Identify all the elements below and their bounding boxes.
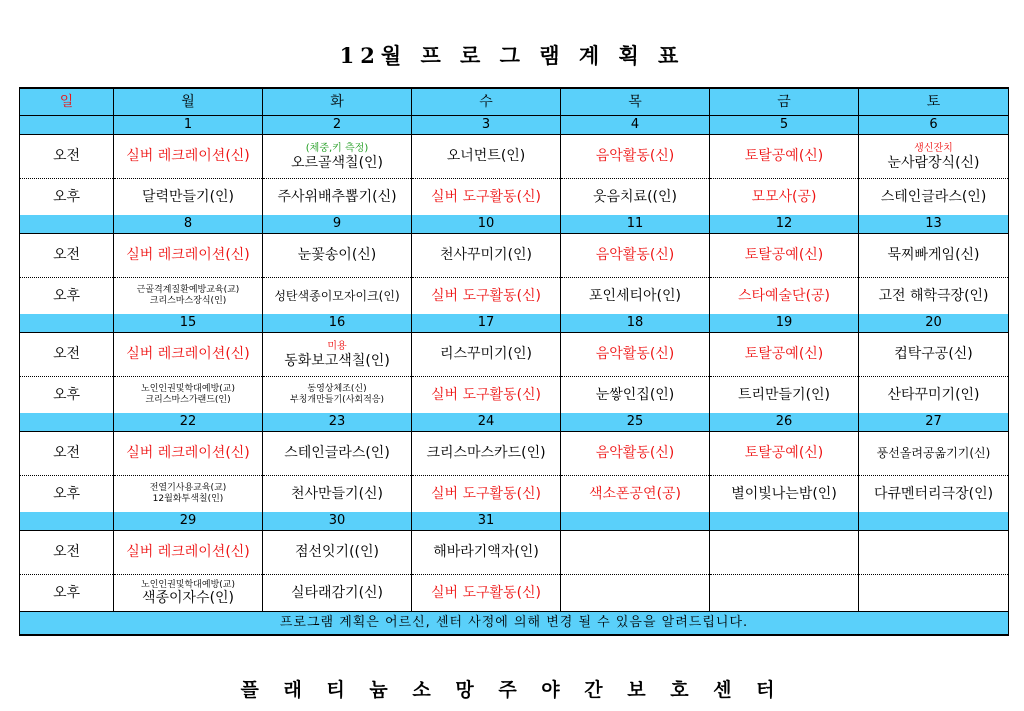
date-number: 31 — [412, 512, 561, 531]
activity-text: 포인세티아(인) — [588, 287, 682, 304]
am-label: 오전 — [20, 135, 114, 179]
activity-cell — [412, 333, 561, 377]
date-number — [561, 512, 710, 531]
activity-text: 스타예술단(공) — [737, 287, 831, 304]
pm-row — [20, 179, 1009, 216]
weekday-header: 월 — [114, 88, 263, 116]
activity-text: 점선잇기((인) — [294, 544, 379, 561]
activity-text: 눈쌓인집(인) — [595, 386, 675, 403]
notice-text: 프로그램 계획은 어르신, 센터 사정에 의해 변경 될 수 있음을 알려드립니다. — [20, 612, 1009, 636]
activity-line: 근골격계질환예방교육(교) — [136, 285, 240, 296]
activity-text: 묵찌빠게임(신) — [887, 247, 980, 264]
activity-text: 다큐멘터리극장(인) — [873, 485, 994, 502]
activity-text: 트리만들기(인) — [737, 386, 831, 403]
activity-text: 실타래감기(신) — [290, 584, 384, 601]
activity-text: 동화보고색칠(인) — [284, 353, 390, 370]
activity-text: 실버 도구활동(신) — [430, 485, 542, 502]
date-row — [20, 215, 1009, 234]
date-number: 11 — [561, 215, 710, 234]
activity-cell — [263, 278, 412, 315]
date-number: 25 — [561, 413, 710, 432]
activity-text: 크리스마스카드(인) — [426, 445, 546, 462]
activity-cell — [710, 476, 859, 513]
program-calendar — [19, 87, 1009, 636]
date-row — [20, 314, 1009, 333]
activity-cell — [263, 432, 412, 476]
date-number: 18 — [561, 314, 710, 333]
activity-text: 컵탁구공(신) — [894, 346, 973, 363]
am-row — [20, 333, 1009, 377]
activity-cell — [263, 234, 412, 278]
am-row — [20, 531, 1009, 575]
activity-text: 웃음치료((인) — [592, 188, 677, 205]
activity-text: 스테인글라스(인) — [284, 445, 390, 462]
activity-cell — [263, 476, 412, 513]
date-number: 4 — [561, 116, 710, 135]
activity-text: 음악활동(신) — [595, 247, 675, 264]
activity-cell — [263, 135, 412, 179]
activity-cell — [561, 135, 710, 179]
activity-cell — [859, 333, 1009, 377]
activity-line: 동영상체조(신) — [307, 384, 367, 395]
activity-cell — [710, 179, 859, 216]
pm-label: 오후 — [20, 179, 114, 216]
date-row — [20, 512, 1009, 531]
activity-text: 천사만들기(신) — [290, 485, 384, 502]
activity-text: 토탈공예(신) — [744, 445, 824, 462]
activity-text: 산타꾸미기(인) — [887, 386, 980, 403]
activity-cell — [710, 278, 859, 315]
activity-cell — [114, 135, 263, 179]
pm-label: 오후 — [20, 476, 114, 513]
activity-cell — [859, 135, 1009, 179]
pm-row — [20, 278, 1009, 315]
activity-cell — [412, 278, 561, 315]
activity-line: 전열기사용교육(교) — [149, 483, 227, 494]
activity-cell — [114, 278, 263, 315]
weekday-header: 토 — [859, 88, 1009, 116]
activity-cell — [114, 234, 263, 278]
weekday-header-row — [20, 88, 1009, 116]
date-number: 3 — [412, 116, 561, 135]
activity-cell — [710, 575, 859, 612]
activity-text: 주사위배추뽑기(신) — [277, 188, 397, 205]
activity-text: 색소폰공연(공) — [588, 485, 682, 502]
pm-row — [20, 377, 1009, 414]
activity-cell — [412, 377, 561, 414]
am-row — [20, 432, 1009, 476]
activity-line: 크리스마스장식(인) — [149, 296, 227, 306]
activity-cell — [710, 531, 859, 575]
activity-cell — [710, 432, 859, 476]
page-title: 12월 프 로 그 램 계 획 표 — [339, 43, 685, 68]
activity-cell — [114, 432, 263, 476]
notice-row — [20, 612, 1009, 636]
weekday-header: 수 — [412, 88, 561, 116]
activity-cell — [561, 179, 710, 216]
activity-cell — [561, 234, 710, 278]
activity-text: 별이빛나는밤(인) — [731, 485, 837, 502]
activity-cell — [263, 531, 412, 575]
activity-cell — [412, 531, 561, 575]
activity-cell — [114, 531, 263, 575]
activity-cell — [561, 333, 710, 377]
activity-text: 리스꾸미기(인) — [439, 346, 533, 363]
activity-text: 토탈공예(신) — [744, 346, 824, 363]
activity-cell — [412, 135, 561, 179]
activity-text: 오너먼트(인) — [446, 148, 526, 165]
activity-cell — [859, 278, 1009, 315]
date-number: 12 — [710, 215, 859, 234]
date-number — [710, 512, 859, 531]
activity-cell — [561, 531, 710, 575]
activity-note: (체중,키 측정) — [305, 142, 369, 154]
am-label: 오전 — [20, 531, 114, 575]
activity-cell — [710, 377, 859, 414]
am-label: 오전 — [20, 432, 114, 476]
activity-cell — [859, 531, 1009, 575]
date-number: 24 — [412, 413, 561, 432]
activity-text: 음악활동(신) — [595, 148, 675, 165]
activity-cell — [710, 234, 859, 278]
activity-cell — [859, 476, 1009, 513]
date-number: 30 — [263, 512, 412, 531]
activity-cell — [114, 333, 263, 377]
date-number: 17 — [412, 314, 561, 333]
activity-cell — [859, 179, 1009, 216]
activity-cell — [263, 377, 412, 414]
date-row-spacer — [20, 413, 114, 432]
activity-text: 달력만들기(인) — [141, 188, 235, 205]
date-number: 10 — [412, 215, 561, 234]
am-row — [20, 234, 1009, 278]
weekday-header: 목 — [561, 88, 710, 116]
activity-text: 고전 해학극장(인) — [878, 287, 989, 304]
activity-cell — [263, 179, 412, 216]
activity-text: 음악활동(신) — [595, 445, 675, 462]
activity-text: 오르골색칠(인) — [290, 155, 384, 172]
date-row — [20, 413, 1009, 432]
weekday-header: 금 — [710, 88, 859, 116]
activity-cell — [859, 575, 1009, 612]
date-number: 2 — [263, 116, 412, 135]
activity-note: 노인인권및학대예방(교) — [141, 579, 235, 590]
activity-text: 실버 도구활동(신) — [430, 584, 542, 601]
activity-text: 색종이자수(인) — [141, 590, 235, 607]
date-number: 8 — [114, 215, 263, 234]
activity-text: 실버 도구활동(신) — [430, 188, 542, 205]
date-number: 16 — [263, 314, 412, 333]
activity-cell — [114, 377, 263, 414]
pm-label: 오후 — [20, 278, 114, 315]
activity-text: 실버 레크레이션(신) — [126, 544, 250, 561]
activity-cell — [412, 476, 561, 513]
date-number: 20 — [859, 314, 1009, 333]
activity-text: 토탈공예(신) — [744, 148, 824, 165]
date-number — [859, 512, 1009, 531]
activity-text: 성탄색종이모자이크(인) — [274, 288, 400, 303]
activity-cell — [859, 377, 1009, 414]
weekday-sunday: 일 — [20, 88, 114, 116]
date-row — [20, 116, 1009, 135]
weekday-header: 화 — [263, 88, 412, 116]
activity-line: 12월화투색칠(인) — [152, 494, 224, 504]
date-number: 6 — [859, 116, 1009, 135]
activity-line: 노인인권및학대예방(교) — [141, 384, 235, 395]
activity-text: 음악활동(신) — [595, 346, 675, 363]
activity-cell — [561, 575, 710, 612]
activity-text: 실버 레크레이션(신) — [126, 445, 250, 462]
am-row — [20, 135, 1009, 179]
date-number: 29 — [114, 512, 263, 531]
date-number: 19 — [710, 314, 859, 333]
activity-text: 천사꾸미기(인) — [439, 247, 533, 264]
date-number: 23 — [263, 413, 412, 432]
activity-text: 해바라기액자(인) — [433, 544, 539, 561]
activity-cell — [710, 333, 859, 377]
date-row-spacer — [20, 314, 114, 333]
activity-cell — [412, 179, 561, 216]
date-number: 1 — [114, 116, 263, 135]
activity-cell — [412, 575, 561, 612]
center-name-footer: 플 래 티 늄 소 망 주 야 간 보 호 센 터 — [240, 679, 784, 701]
activity-text: 실버 도구활동(신) — [430, 287, 542, 304]
date-row-spacer — [20, 215, 114, 234]
date-row-spacer — [20, 512, 114, 531]
activity-text: 실버 도구활동(신) — [430, 386, 542, 403]
date-number: 5 — [710, 116, 859, 135]
date-row-spacer — [20, 116, 114, 135]
am-label: 오전 — [20, 333, 114, 377]
activity-cell — [561, 476, 710, 513]
date-number: 22 — [114, 413, 263, 432]
pm-row — [20, 575, 1009, 612]
activity-text: 토탈공예(신) — [744, 247, 824, 264]
activity-cell — [412, 432, 561, 476]
date-number: 9 — [263, 215, 412, 234]
date-number: 15 — [114, 314, 263, 333]
activity-note: 미용 — [327, 340, 347, 352]
activity-text: 풍선올려공옮기기(신) — [876, 446, 991, 461]
date-number: 27 — [859, 413, 1009, 432]
pm-label: 오후 — [20, 575, 114, 612]
date-number: 13 — [859, 215, 1009, 234]
activity-cell — [263, 333, 412, 377]
activity-text: 모모사(공) — [751, 188, 817, 205]
activity-line: 부칭개만들기(사회적응) — [290, 395, 384, 405]
activity-cell — [114, 575, 263, 612]
activity-cell — [561, 278, 710, 315]
activity-line: 크리스마스가랜드(인) — [145, 395, 231, 405]
activity-text: 눈사람장식(신) — [887, 155, 980, 172]
activity-note: 생신잔치 — [914, 142, 953, 154]
activity-cell — [859, 432, 1009, 476]
activity-cell — [114, 476, 263, 513]
activity-cell — [561, 432, 710, 476]
am-label: 오전 — [20, 234, 114, 278]
activity-cell — [412, 234, 561, 278]
activity-cell — [561, 377, 710, 414]
activity-text: 실버 레크레이션(신) — [126, 346, 250, 363]
activity-cell — [263, 575, 412, 612]
activity-text: 눈꽃송이(신) — [297, 247, 377, 264]
activity-text: 실버 레크레이션(신) — [126, 247, 250, 264]
pm-label: 오후 — [20, 377, 114, 414]
activity-text: 실버 레크레이션(신) — [126, 148, 250, 165]
activity-text: 스테인글라스(인) — [880, 188, 987, 205]
pm-row — [20, 476, 1009, 513]
activity-cell — [710, 135, 859, 179]
activity-cell — [114, 179, 263, 216]
date-number: 26 — [710, 413, 859, 432]
activity-cell — [859, 234, 1009, 278]
